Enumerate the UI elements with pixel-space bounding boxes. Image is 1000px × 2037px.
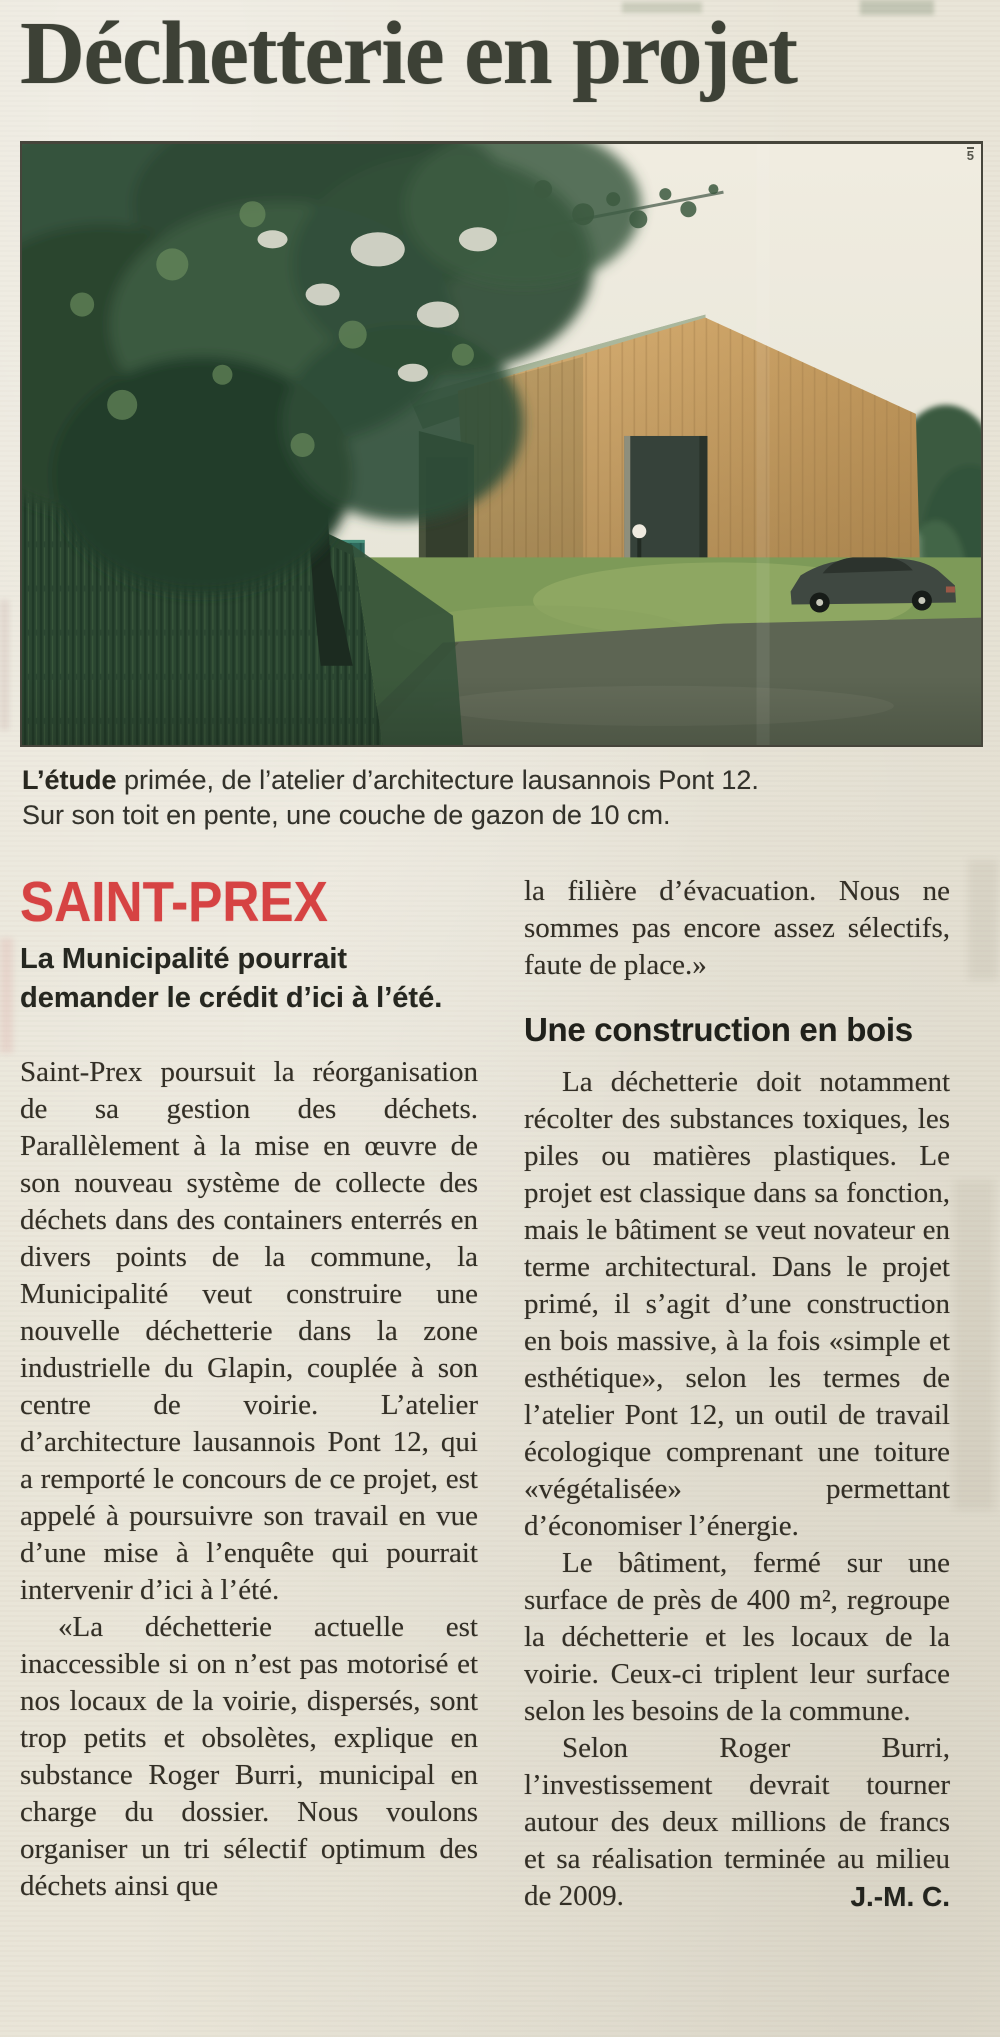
right-column [524, 873, 950, 1915]
print-bleed-smudge [0, 938, 13, 1053]
right-column-text [524, 873, 950, 1915]
paragraph: la filière d’évacuation. Nous ne sommes pas encore assez sélectifs, faute de place.» [524, 875, 950, 981]
left-column [20, 870, 478, 1905]
person-figure [632, 524, 646, 538]
section-kicker: SAINT-PREX [20, 870, 328, 934]
caption-line2: Sur son toit en pente, une couche de gazon de 10 cm. [22, 800, 671, 830]
standfirst [20, 940, 478, 1018]
standfirst-line1: La Municipalité pourrait [20, 943, 348, 975]
paragraph: Le bâtiment, fermé sur une surface de près de 400 m², regroupe la déchetterie et les locaux de la voirie. Ceux-ci triplent leur surface selon les besoins de la commune. [524, 1547, 950, 1727]
caption-lead: L’étude [22, 765, 117, 795]
scan-seam [757, 144, 770, 745]
paragraph: Selon Roger Burri, l’investissement devrait tourner autour des deux millions de francs et sa réalisation terminée au milieu de 2009. [524, 1732, 950, 1912]
article-body [20, 870, 980, 1915]
standfirst-line2: demander le crédit d’ici à l’été. [20, 982, 443, 1014]
photo-caption [22, 763, 942, 833]
article-headline: Déchetterie en projet [20, 4, 797, 103]
architectural-rendering-illustration [22, 144, 981, 745]
paragraph: Saint-Prex poursuit la réorganisation de sa gestion des déchets. Parallèlement à la mise en œuvre de son nouveau système de collecte des déchets dans des containers enterrés en divers points de la commune, la Municipalité veut construire une nouvelle déchetterie dans la zone industrielle du Glapin, couplée à son centre de voirie. L’atelier d’architecture lausannois Pont 12, qui a remporté le concours de ce projet, est appelé à poursuivre son travail en vue d’une mise à l’enquête qui pourrait intervenir d’ici à l’été. [20, 1056, 478, 1606]
print-bleed-smudge [0, 600, 9, 730]
paragraph: La déchetterie doit notamment récolter des substances toxiques, les piles ou matières plastiques. Le projet est classique dans sa fonction, mais le bâtiment se veut novateur en terme architectural. Dans le projet primé, il s’agit d’une construction en bois massive, à la fois «simple et esthétique», selon les termes de l’atelier Pont 12, un outil de travail écologique comprenant une toiture «végétalisée» permettant d’économiser l’énergie. [524, 1066, 950, 1542]
bottom-vignette [22, 676, 981, 745]
caption-line1: primée, de l’atelier d’architecture lausannois Pont 12. [116, 765, 759, 795]
article-photo [20, 141, 983, 747]
photo-corner-mark: 5 [966, 148, 974, 163]
paragraph: «La déchetterie actuelle est inaccessible si on n’est pas motorisé et nos locaux de la voirie, dispersés, sont trop petits et obsolètes, explique en substance Roger Burri, municipal en charge du dossier. Nous voulons organiser un tri sélectif optimum des déchets ainsi que [20, 1611, 478, 1902]
subheading: Une construction en bois [524, 1011, 913, 1048]
left-column-text [20, 1054, 478, 1905]
author-signature: J.-M. C. [850, 1881, 950, 1912]
car-taillight [946, 586, 955, 592]
